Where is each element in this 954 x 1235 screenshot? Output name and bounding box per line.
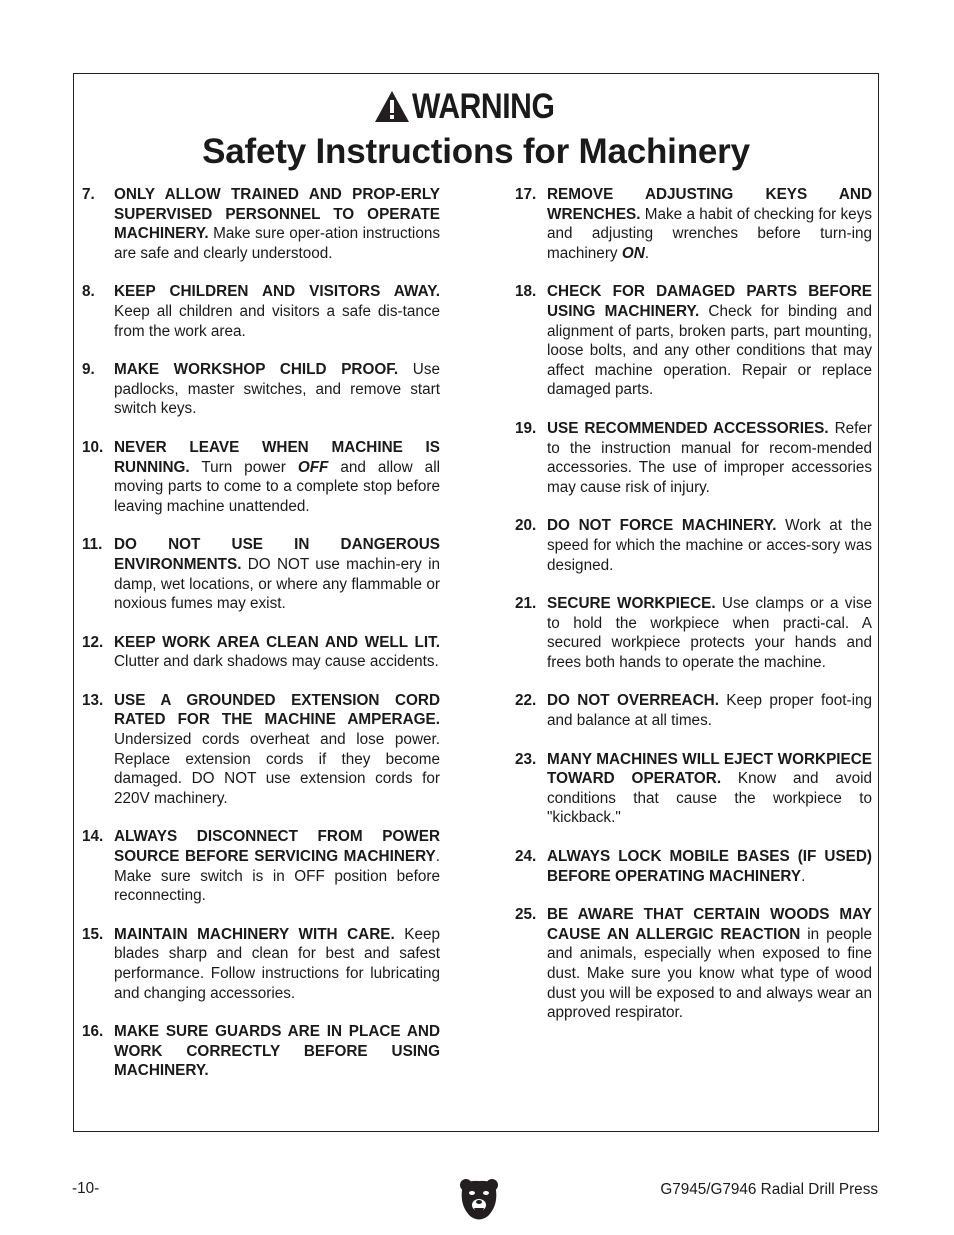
item-number: 21.	[515, 595, 537, 613]
item-number: 8.	[82, 283, 95, 301]
item-text: Clutter and dark shadows may cause accidents.	[114, 653, 439, 671]
item-text: DO NOT use machin-ery in damp, wet locations, or where any flammable or noxious fumes may exist.	[114, 555, 440, 613]
item-text: Know and avoid conditions that cause the workpiece to "kickback."	[547, 770, 872, 827]
item-body	[547, 905, 872, 1023]
item-body	[547, 847, 872, 886]
safety-item	[515, 847, 872, 886]
item-text: Check for binding and alignment of parts, broken parts, part mounting, loose bolts, and any other conditions that may affect machine operation. Repair or replace damaged parts.	[547, 302, 872, 399]
item-heading: MAKE WORKSHOP CHILD PROOF.	[114, 361, 399, 379]
safety-item	[82, 1022, 440, 1081]
item-body	[114, 691, 440, 809]
item-heading: ALWAYS LOCK MOBILE BASES (IF USED) BEFORE OPERATING MACHINERY	[547, 848, 872, 885]
item-heading: DO NOT USE IN DANGEROUS ENVIRONMENTS.	[114, 536, 440, 573]
left-column	[82, 185, 440, 1100]
safety-item	[82, 925, 440, 1003]
warning-label: WARNING	[412, 87, 555, 126]
item-body	[114, 438, 440, 516]
item-text: Turn power	[189, 458, 298, 476]
item-emphasis: ON	[621, 244, 645, 262]
safety-item	[515, 594, 872, 672]
item-body	[547, 419, 872, 497]
page-title: Safety Instructions for Machinery	[202, 132, 750, 171]
item-text: Use padlocks, master switches, and remove start switch keys.	[114, 361, 440, 418]
safety-item	[515, 419, 872, 497]
safety-item	[82, 691, 440, 809]
item-heading: KEEP CHILDREN AND VISITORS AWAY.	[114, 283, 440, 301]
item-heading: DO NOT FORCE MACHINERY.	[547, 517, 777, 535]
right-column	[515, 185, 872, 1042]
safety-item	[515, 750, 872, 828]
item-number: 12.	[82, 633, 104, 651]
item-number: 14.	[82, 828, 104, 846]
item-number: 10.	[82, 438, 104, 456]
page-number: -10-	[72, 1180, 100, 1197]
item-heading: NEVER LEAVE WHEN MACHINE IS RUNNING.	[114, 438, 440, 476]
safety-item	[82, 827, 440, 905]
item-number: 19.	[515, 419, 537, 437]
item-text: Keep all children and visitors a safe dis-tance from the work area.	[114, 302, 440, 340]
item-heading: MANY MACHINES WILL EJECT WORKPIECE TOWARD OPERATOR.	[547, 750, 872, 788]
item-number: 16.	[82, 1023, 104, 1041]
item-heading: REMOVE ADJUSTING KEYS AND WRENCHES.	[547, 186, 872, 223]
item-text: Work at the speed for which the machine or acces-sory was designed.	[547, 517, 872, 574]
item-body	[547, 594, 872, 672]
item-number: 15.	[82, 925, 104, 943]
item-number: 18.	[515, 283, 537, 301]
item-number: 7.	[82, 186, 95, 203]
safety-item	[515, 516, 872, 575]
warning-header	[74, 86, 878, 128]
item-heading: DO NOT OVERREACH.	[547, 692, 719, 710]
safety-item	[515, 185, 872, 263]
item-heading: CHECK FOR DAMAGED PARTS BEFORE USING MACHINERY.	[547, 283, 872, 320]
item-number: 22.	[515, 692, 537, 710]
item-text: Make sure oper-ation instructions are safe and clearly understood.	[114, 225, 440, 262]
safety-item	[82, 282, 440, 341]
item-text: Refer to the instruction manual for recom-mended accessories. The use of improper accessories may cause risk of injury.	[547, 419, 873, 496]
item-body	[114, 925, 440, 1003]
safety-item	[82, 633, 440, 672]
item-number: 11.	[82, 536, 103, 554]
item-body	[547, 691, 872, 730]
item-emphasis: OFF	[297, 458, 329, 476]
item-body	[547, 750, 872, 828]
item-body	[114, 535, 440, 613]
item-number: 20.	[515, 517, 537, 535]
item-number: 13.	[82, 691, 104, 709]
item-text: Use clamps or a vise to hold the workpiece when practi-cal. A secured workpiece protects your hands and frees both hands to operate the machine.	[547, 595, 872, 671]
item-text: . Make sure switch is in OFF position before reconnecting.	[114, 848, 440, 905]
item-text: Keep proper foot-ing and balance at all times.	[547, 692, 872, 730]
item-text-continued: and allow all moving parts to come to a complete stop before leaving machine unattended.	[114, 458, 440, 515]
item-number: 25.	[515, 906, 537, 924]
item-body	[547, 282, 872, 400]
safety-item	[82, 535, 440, 613]
item-body	[114, 633, 440, 672]
item-text: in people and animals, especially when exposed to fine dust. Make sure you know what type of wood dust you will be exposed to and always wear an approved respirator.	[547, 925, 873, 1022]
safety-item	[82, 360, 440, 419]
item-number: 23.	[515, 750, 537, 768]
item-body	[547, 516, 872, 575]
warning-triangle-icon	[374, 90, 410, 128]
item-number: 17.	[515, 186, 537, 203]
item-heading: BE AWARE THAT CERTAIN WOODS MAY CAUSE AN ALLERGIC REACTION	[547, 906, 872, 943]
item-body	[114, 360, 440, 419]
item-heading: ALWAYS DISCONNECT FROM POWER SOURCE BEFORE SERVICING MACHINERY	[114, 828, 440, 866]
item-text: .	[801, 867, 806, 885]
item-heading: ONLY ALLOW TRAINED AND PROP-ERLY SUPERVISED PERSONNEL TO OPERATE MACHINERY.	[114, 186, 440, 243]
safety-item	[515, 282, 872, 400]
item-text-continued: .	[644, 244, 650, 262]
item-heading: USE A GROUNDED EXTENSION CORD RATED FOR THE MACHINE AMPERAGE.	[114, 691, 440, 729]
item-body	[114, 827, 440, 905]
item-body	[114, 282, 440, 341]
item-heading: USE RECOMMENDED ACCESSORIES.	[547, 419, 829, 437]
item-text: Undersized cords overheat and lose power. Replace extension cords if they become damaged. DO NOT use extension cords for 220V machinery.	[114, 731, 440, 807]
item-heading: MAINTAIN MACHINERY WITH CARE.	[114, 925, 395, 943]
safety-item	[82, 185, 440, 263]
warning-box	[73, 73, 879, 1132]
manual-model-title: G7945/G7946 Radial Drill Press	[660, 1181, 878, 1198]
item-body	[114, 1022, 440, 1081]
item-number: 24.	[515, 848, 537, 866]
item-heading: KEEP WORK AREA CLEAN AND WELL LIT.	[114, 633, 440, 651]
safety-item	[515, 905, 872, 1023]
bear-logo-icon	[458, 1176, 500, 1227]
item-text: Keep blades sharp and clean for best and safest performance. Follow instructions for lubricating and changing accessories.	[114, 925, 440, 1002]
item-body	[114, 185, 440, 263]
item-text: Make a habit of checking for keys and adjusting wrenches before turn-ing machinery	[547, 205, 872, 262]
safety-item	[82, 438, 440, 516]
safety-item	[515, 691, 872, 730]
item-number: 9.	[82, 361, 95, 379]
item-heading: MAKE SURE GUARDS ARE IN PLACE AND WORK CORRECTLY BEFORE USING MACHINERY.	[114, 1023, 440, 1080]
item-body	[547, 185, 872, 263]
item-heading: SECURE WORKPIECE.	[547, 595, 716, 613]
